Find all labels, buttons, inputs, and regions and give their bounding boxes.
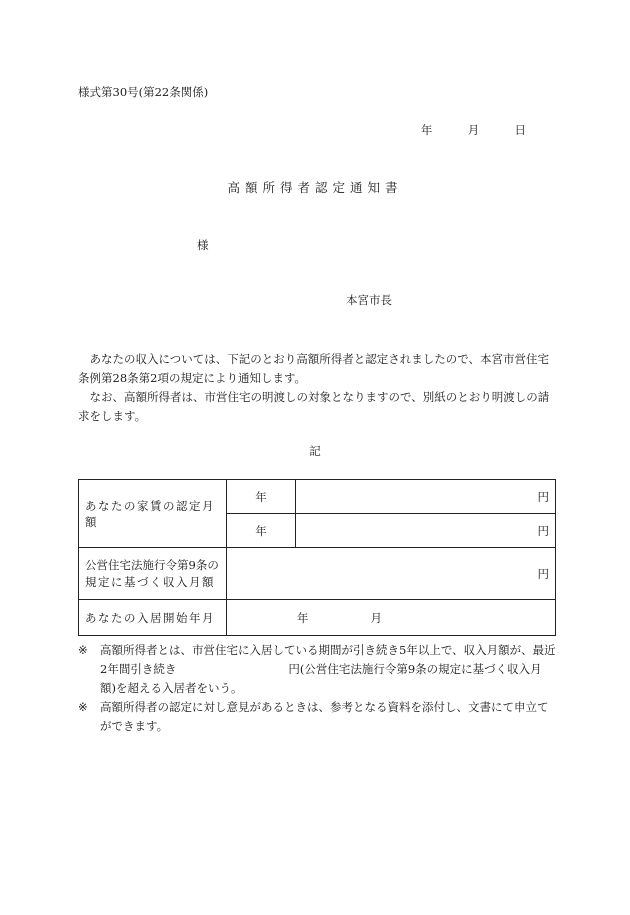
issue-date <box>421 122 526 138</box>
note-mark: ※ <box>78 700 88 714</box>
notes-section <box>78 641 556 736</box>
document-title: 高額所得者認定通知書 <box>227 180 403 195</box>
note-mark: ※ <box>78 643 88 657</box>
income-label-line1: 公営住宅法施行令第9条の <box>85 557 219 572</box>
addressee-suffix: 様 <box>197 238 209 252</box>
income-table <box>78 479 556 636</box>
income-label <box>79 548 227 600</box>
note-1 <box>78 641 556 698</box>
form-number: 様式第30号(第22条関係) <box>78 85 209 99</box>
note-1-part-2: 円(公営住宅法施行令第9条の規定に基づく収入月額)を超える入居者をいう。 <box>100 662 542 695</box>
notice-body <box>78 350 550 426</box>
note-2-text: 高額所得者の認定に対し意見があるときは、参考となる資料を添付し、文書にて申立てができます。 <box>100 700 549 733</box>
rent-amount-cell-2: 円 <box>296 514 556 548</box>
movein-year: 年 <box>297 610 309 625</box>
rent-year-cell-2: 年 <box>227 514 296 548</box>
table-row <box>79 480 556 514</box>
table-row <box>79 600 556 636</box>
movein-month: 月 <box>370 610 382 625</box>
body-paragraph-2: なお、高額所得者は、市営住宅の明渡しの対象となりますので、別紙のとおり明渡しの請求をします。 <box>78 390 550 423</box>
note-2 <box>78 698 556 736</box>
movein-value-cell <box>227 600 556 636</box>
movein-label: あなたの入居開始年月 <box>79 600 227 636</box>
rent-year-cell: 年 <box>227 480 296 514</box>
note-1-part-1: 高額所得者とは、市営住宅に入居している期間が引き続き5年以上で、収入月額が、最近2年間引き続き <box>100 643 556 676</box>
ki-heading: 記 <box>309 444 321 458</box>
issuer-name: 本宮市長 <box>346 293 392 307</box>
rent-label: あなたの家賃の認定月額 <box>79 480 227 548</box>
income-label-line2: 規定に基づく収入月額 <box>85 574 215 589</box>
date-year: 年 <box>420 123 433 137</box>
date-day: 日 <box>514 123 526 137</box>
rent-amount-cell: 円 <box>296 480 556 514</box>
table-row <box>79 548 556 600</box>
income-amount-cell: 円 <box>227 548 556 600</box>
date-month: 月 <box>467 123 480 137</box>
body-paragraph-1: あなたの収入については、下記のとおり高額所得者と認定されましたので、本宮市営住宅条例第28条第2項の規定により通知します。 <box>78 352 550 385</box>
